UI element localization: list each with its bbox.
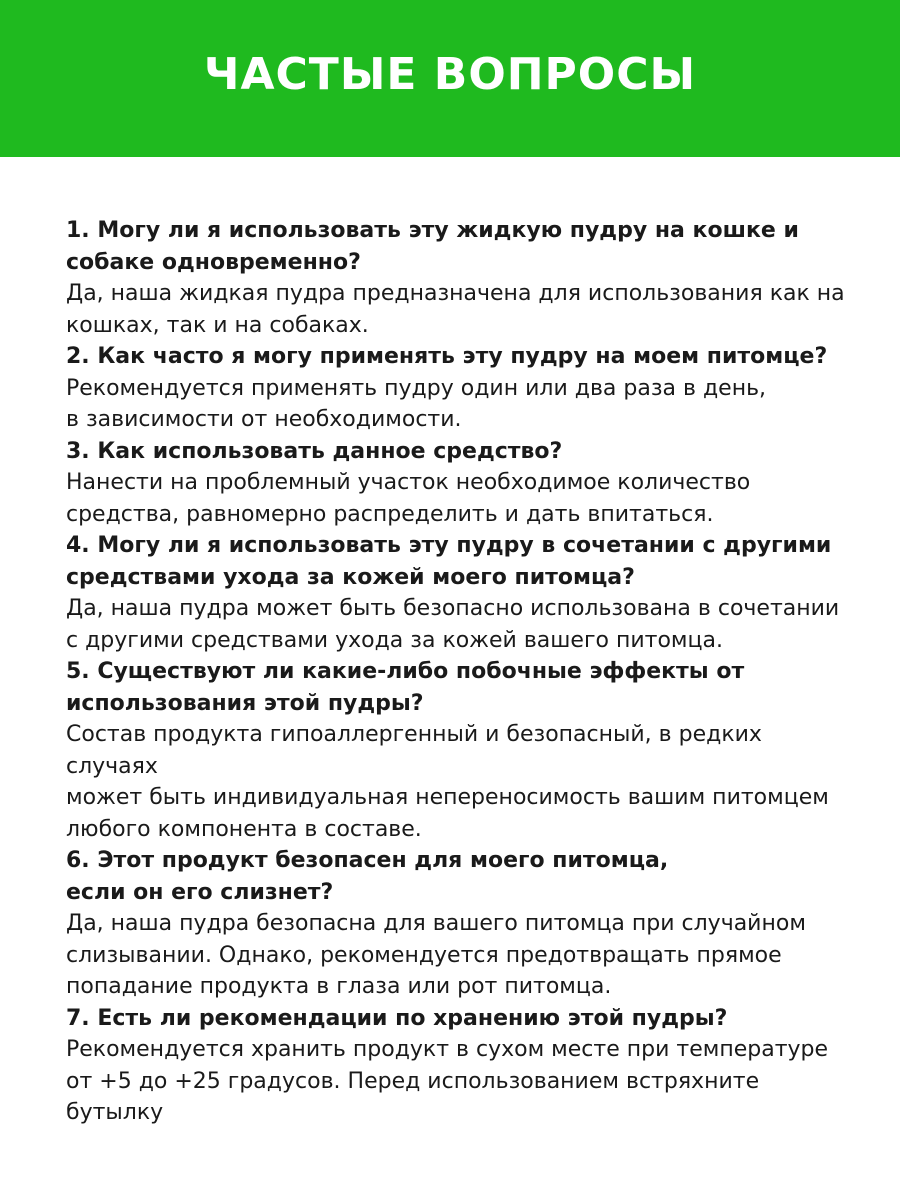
faq-question-1: 1. Могу ли я использовать эту жидкую пудру на кошке и собаке одновременно? <box>66 218 799 275</box>
faq-question-6: 6. Этот продукт безопасен для моего питомца, если он его слизнет? <box>66 848 669 905</box>
faq-answer-5: Состав продукта гипоаллергенный и безопасный, в редких случаях может быть индивидуальная непереносимость вашим питомцем любого компонента в составе. <box>66 722 829 842</box>
faq-answer-1: Да, наша жидкая пудра предназначена для использования как на кошках, так и на собаках. <box>66 281 845 338</box>
faq-question-3: 3. Как использовать данное средство? <box>66 438 563 464</box>
faq-list <box>66 215 856 1129</box>
faq-question-4: 4. Могу ли я использовать эту пудру в сочетании с другими средствами ухода за кожей моего питомца? <box>66 533 832 590</box>
faq-answer-2: Рекомендуется применять пудру один или два раза в день, в зависимости от необходимости. <box>66 375 767 432</box>
faq-question-7: 7. Есть ли рекомендации по хранению этой пудры? <box>66 1005 728 1031</box>
faq-answer-3: Нанести на проблемный участок необходимое количество средства, равномерно распределить и дать впитаться. <box>66 470 751 527</box>
faq-answer-4: Да, наша пудра может быть безопасно использована в сочетании с другими средствами ухода за кожей вашего питомца. <box>66 596 840 653</box>
faq-answer-7: Рекомендуется хранить продукт в сухом месте при температуре от +5 до +25 градусов. Перед использованием встряхните бутылку <box>66 1037 829 1125</box>
faq-question-2: 2. Как часто я могу применять эту пудру на моем питомце? <box>66 344 828 369</box>
faq-answer-6: Да, наша пудра безопасна для вашего питомца при случайном слизывании. Однако, рекомендуется предотвращать прямое попадание продукта в глаза или рот питомца. <box>66 911 806 999</box>
header-banner <box>0 0 900 157</box>
faq-question-5: 5. Существуют ли какие-либо побочные эффекты от использования этой пудры? <box>66 659 745 716</box>
page-title: ЧАСТЫЕ ВОПРОСЫ <box>203 49 697 100</box>
